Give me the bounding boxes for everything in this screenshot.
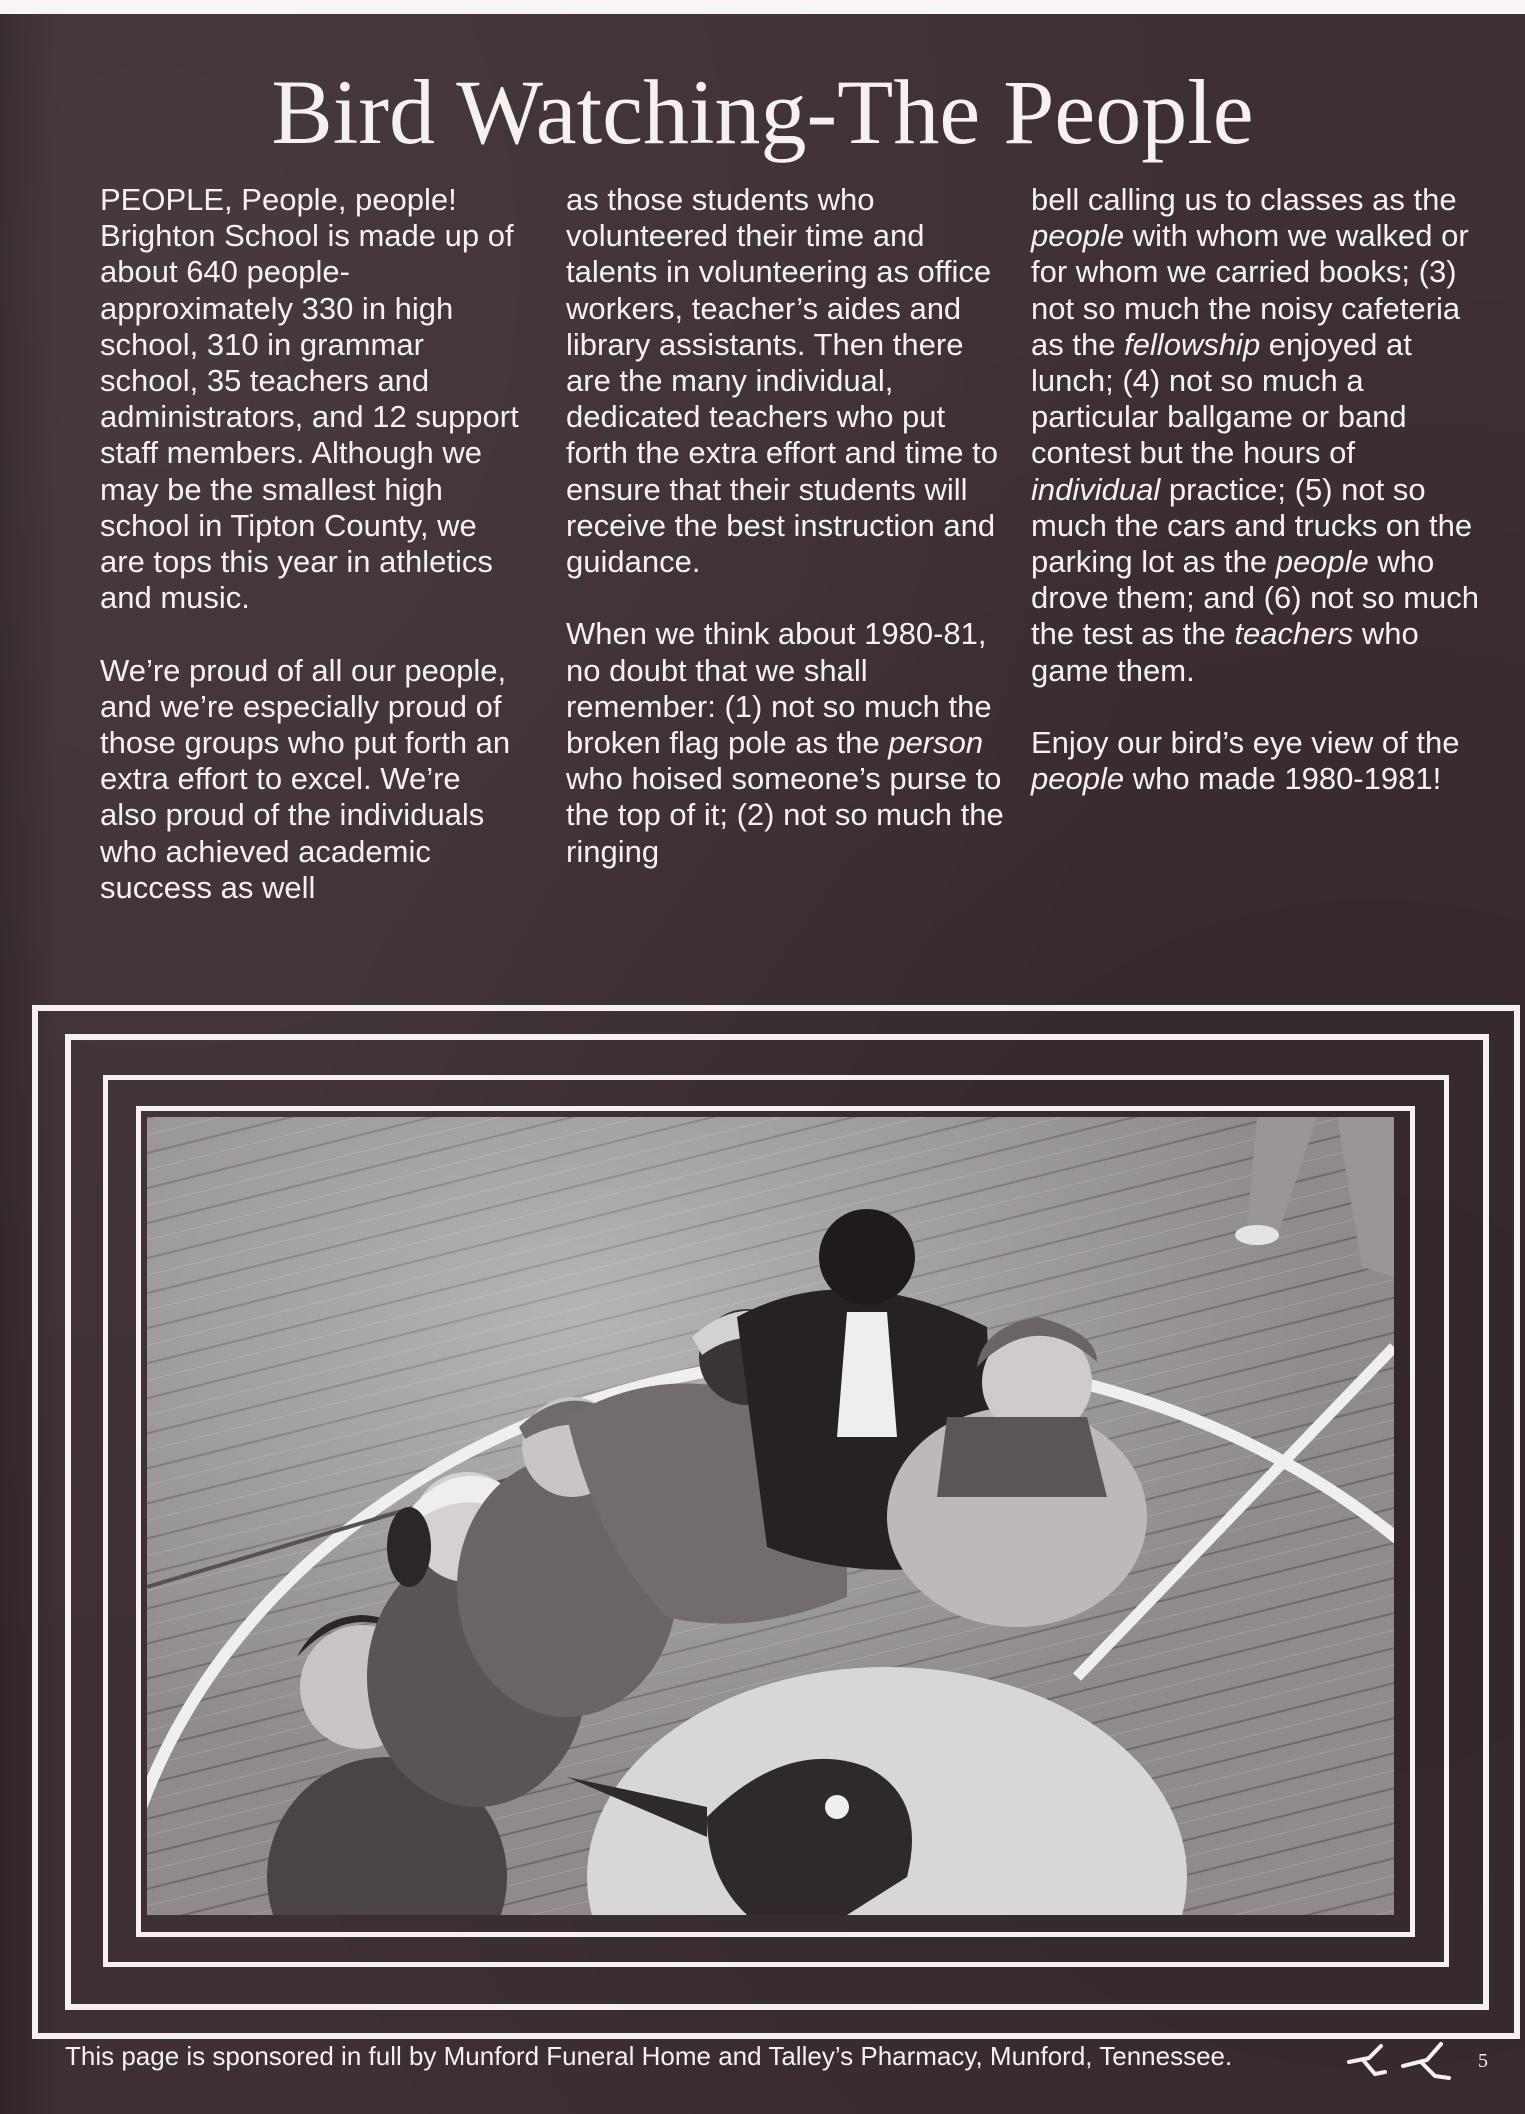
emphasis: individual	[1031, 471, 1161, 507]
text-run: When we think about 1980-81, no doubt that we shall remember: (1) not so much the broken flag pole as the	[566, 616, 992, 761]
paragraph	[1031, 725, 1481, 797]
text-run: practice; (5) not so much the cars and trucks on the parking lot as the	[1031, 471, 1473, 580]
text-run: enjoyed at lunch; (4) not so much a particular ballgame or band contest but the hours of	[1031, 326, 1412, 471]
page-number: 5	[1478, 2050, 1488, 2072]
paragraph: We’re proud of all our people, and we’re especially proud of those groups who put forth an extra effort to excel. We’re also proud of the individuals who achieved academic success as well	[100, 652, 511, 905]
text-column-2	[566, 182, 1006, 870]
bird-icon	[1403, 2044, 1449, 2078]
group-photo	[147, 1117, 1394, 1915]
text-run: who hoised someone’s purse to the top of it; (2) not so much the ringing	[566, 761, 1004, 869]
emphasis: people	[1031, 761, 1125, 797]
paragraph: as those students who volunteered their time and talents in volunteering as office workers, teacher’s aides and library assistants. Then there are the many individual, dedicated teachers who put forth the extra effort and time to ensure that their students will receive the best instruction and guidance.	[566, 182, 998, 580]
text-column-1	[100, 182, 520, 906]
paragraph	[1031, 182, 1481, 689]
text-column-3	[1031, 182, 1481, 797]
page-title: Bird Watching-The People	[271, 61, 1254, 163]
emphasis: fellowship	[1124, 326, 1261, 362]
emphasis: person	[888, 725, 984, 761]
emphasis: teachers	[1234, 616, 1354, 652]
bird-icons	[1345, 2038, 1465, 2087]
paragraph	[566, 616, 1006, 869]
emphasis: people	[1275, 544, 1369, 580]
text-run: bell calling us to classes as the	[1031, 182, 1457, 217]
yearbook-page	[0, 14, 1525, 2114]
paragraph: PEOPLE, People, people! Brighton School is made up of about 640 people-approximately 330 in high school, 310 in grammar school, 35 teachers and administrators, and 12 support staff members. Although we may be the smallest high school in Tipton County, we are tops this year in athletics and music.	[100, 182, 519, 616]
text-run: who game them.	[1031, 616, 1419, 688]
text-run: who made 1980-1981!	[1124, 761, 1442, 797]
text-run: Enjoy our bird’s eye view of the	[1031, 725, 1460, 761]
sponsor-line: This page is sponsored in full by Munford Funeral Home and Talley’s Pharmacy, Munford, Tennessee.	[65, 2041, 1233, 2071]
emphasis: people	[1031, 218, 1125, 254]
text-run: with whom we walked or for whom we carried books; (3) not so much the noisy cafeteria as the	[1031, 218, 1469, 362]
text-run: who drove them; and (6) not so much the test as the	[1031, 544, 1480, 652]
bird-icon	[1349, 2046, 1385, 2074]
